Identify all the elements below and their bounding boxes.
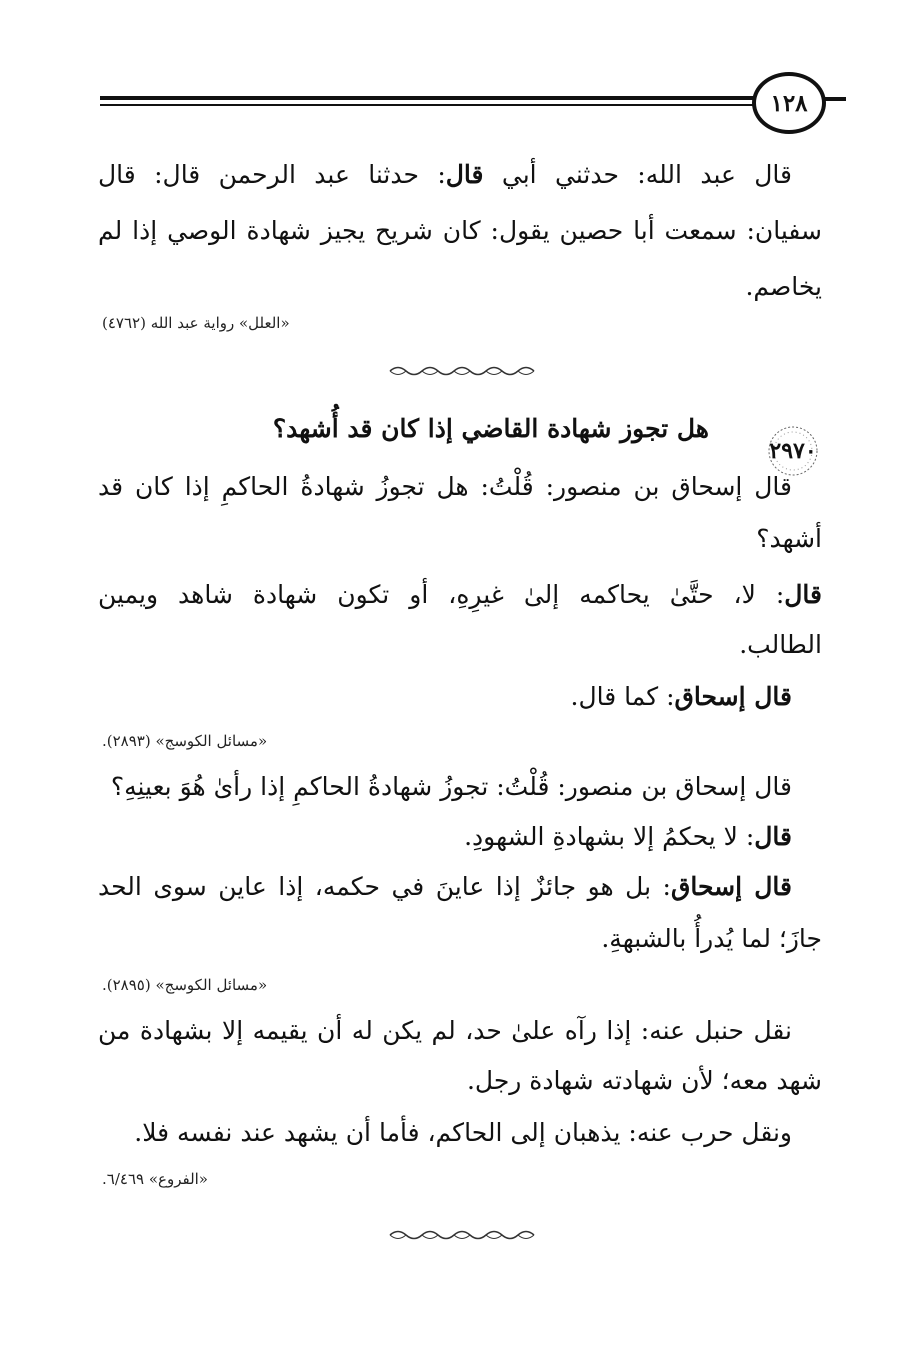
- paragraph-line: قال إسحاق بن منصور: قُلْتُ: تجوزُ شهادةُ الحاكمِ إذا رأىٰ هُوَ بعينِهِ؟: [110, 772, 792, 801]
- paragraph-line: قال: لا، حتَّىٰ يحاكمه إلىٰ غيرِهِ، أو تكون شهادة شاهد ويمين: [98, 580, 822, 609]
- header-rule-thin: [100, 104, 814, 106]
- question-number: ٢٩٧٠: [769, 438, 817, 464]
- paragraph-line: نقل حنبل عنه: إذا رآه علىٰ حد، لم يكن له أن يقيمه إلا بشهادة من: [98, 1016, 792, 1045]
- divider-ornament-icon: [388, 364, 538, 378]
- paragraph-line: جازَ؛ لما يُدرأُ بالشبهةِ.: [601, 924, 822, 953]
- divider-ornament-icon: [388, 1228, 538, 1242]
- paragraph-line: قال إسحاق: بل هو جائزٌ إذا عاينَ في حكمه، إذا عاين سوى الحد: [98, 872, 792, 901]
- source-citation: «مسائل الكوسج» (٢٨٩٣).: [102, 732, 268, 750]
- paragraph-line: شهد معه؛ لأن شهادته شهادة رجل.: [466, 1066, 822, 1095]
- question-title: هل تجوز شهادة القاضي إذا كان قد أُشهد؟: [272, 414, 709, 443]
- paragraph-line: أشهد؟: [756, 524, 822, 553]
- paragraph-line: ونقل حرب عنه: يذهبان إلى الحاكم، فأما أن يشهد عند نفسه فلا.: [134, 1118, 792, 1147]
- page-number: ١٢٨: [752, 72, 826, 134]
- paragraph-line: يخاصم.: [745, 272, 822, 301]
- source-citation: «العلل» رواية عبد الله (٤٧٦٢): [102, 314, 290, 332]
- paragraph-line: الطالب.: [739, 630, 822, 659]
- paragraph-line: قال إسحاق بن منصور: قُلْتُ: هل تجوزُ شهادةُ الحاكمِ إذا كان قد: [98, 472, 792, 501]
- source-citation: «الفروع» ٦/٤٦٩.: [102, 1170, 208, 1188]
- paragraph-line: سفيان: سمعت أبا حصين يقول: كان شريح يجيز شهادة الوصي إذا لم: [98, 216, 822, 245]
- header-rule: [100, 96, 814, 100]
- paragraph-line: قال إسحاق: كما قال.: [570, 682, 792, 711]
- paragraph-line: قال: لا يحكمُ إلا بشهادةِ الشهودِ.: [464, 822, 792, 851]
- paragraph-line: قال عبد الله: حدثني أبي قال: حدثنا عبد الرحمن قال: قال: [98, 160, 793, 189]
- source-citation: «مسائل الكوسج» (٢٨٩٥).: [102, 976, 268, 994]
